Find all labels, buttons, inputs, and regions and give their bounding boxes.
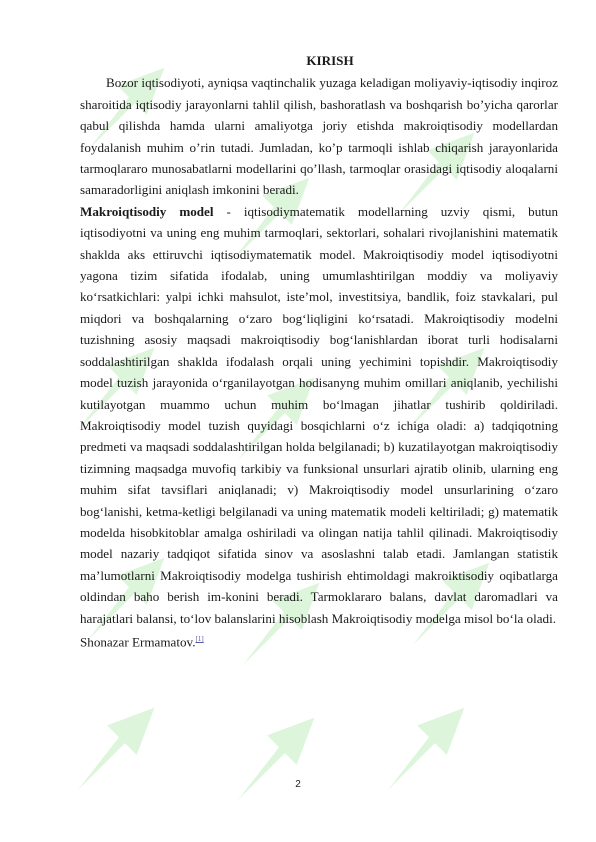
author-line (80, 629, 558, 653)
definition-text: - iqtisodiymatematik modellarning uzviy qismi, butun iqtisodiyotni va uning eng muhim tarmoqlari, sektorlari, sohalari rivojlanishini matematik shaklda aks ettiruvchi iqtisodiymatematik model. Makroiqtisodiy model iqtisodiyotni yagona tizim sifatida ifodalab, uning umumlashtirilgan moddiy va moliyaviy ko‘rsatkichlari: yalpi ichki mahsulot, iste’mol, investitsiya, bandlik, foiz stavkalari, pul miqdori va boshqalarning o‘zaro bog‘liqligini ko‘rsatadi. Makroiqtisodiy modelni tuzishning asosiy maqsadi makroiqtisodiy bog‘lanishlardan iborat turli hodisalarni soddalashtirilgan shaklda ifodalash orqali uning yechimini topishdir. Makroiqtisodiy model tuzish jarayonida o‘rganilayotgan hodisanyng muhim omillari aniqlanib, yechilishi kutilayotgan muammo uchun muhim bo‘lmagan jihatlar tushirib qoldiriladi. Makroiqtisodiy model tuzish quyidagi bosqichlarni o‘z ichiga oladi: a) tadqiqotning predmeti va maqsadi soddalashtirilgan holda belgilanadi; b) kuzatilayotgan makroiqtisodiy tizimning maqsadga muvofiq tarkibiy va funksional unsurlari ajratib olinib, ularning eng muhim sifat tavsiflari aniqlanadi; v) Makroiqtisodiy model unsurlarining o‘zaro bog‘lanishi, ketma-ketligi belgilanadi va uning matematik modeli keltiriladi; g) matematik modelda hisobkitoblar amalga oshiriladi va olingan natija tahlil qilinadi. Makroiqtisodiy model nazariy tadqiqot sifatida sinov va asoslashni talab etadi. Jamlangan statistik ma’lumotlarni Makroiqtisodiy modelga tushirish ehtimoldagi makroiktisodiy oqibatlarga oldindan baho berish im-konini beradi. Tarmoklararo balans, davlat daromadlari va harajatlari balansi, to‘lov balanslarini hisoblash Makroiqtisodiy modelga misol bo‘la oladi. (80, 203, 558, 626)
watermark-arrow-icon (370, 690, 488, 808)
author-name: Shonazar Ermamatov. (80, 634, 196, 650)
definition-paragraph (80, 201, 558, 629)
intro-paragraph: Bozor iqtisodiyoti, ayniqsa vaqtinchalik yuzaga keladigan moliyaviy-iqtisodiy inqiroz sharoitida iqtisodiy jarayonlarni tahlil qilish, bashoratlash va boshqarish bo’yicha qarorlar qabul qilishda hamda ularni amaliyotga joriy etishda makroiqtisodiy modellardan foydalanish muhim o’rin tutadi. Jumladan, ko’p tarmoqli ishlab chiqarish jarayonlarida tarmoqlararo munosabatlarni modellarini qo’llash, tarmoqlar orasidagi iqtisodiy aloqalarni samaradorligini aniqlash imkonini beradi. (80, 75, 558, 198)
footnote-link[interactable]: [1] (195, 634, 204, 643)
page-number: 2 (295, 779, 301, 790)
document-body (80, 50, 558, 653)
watermark-arrow-icon (60, 690, 178, 808)
definition-term: Makroiqtisodiy model (80, 203, 214, 219)
watermark-arrow-icon (220, 700, 338, 818)
page-title: KIRISH (306, 53, 354, 68)
